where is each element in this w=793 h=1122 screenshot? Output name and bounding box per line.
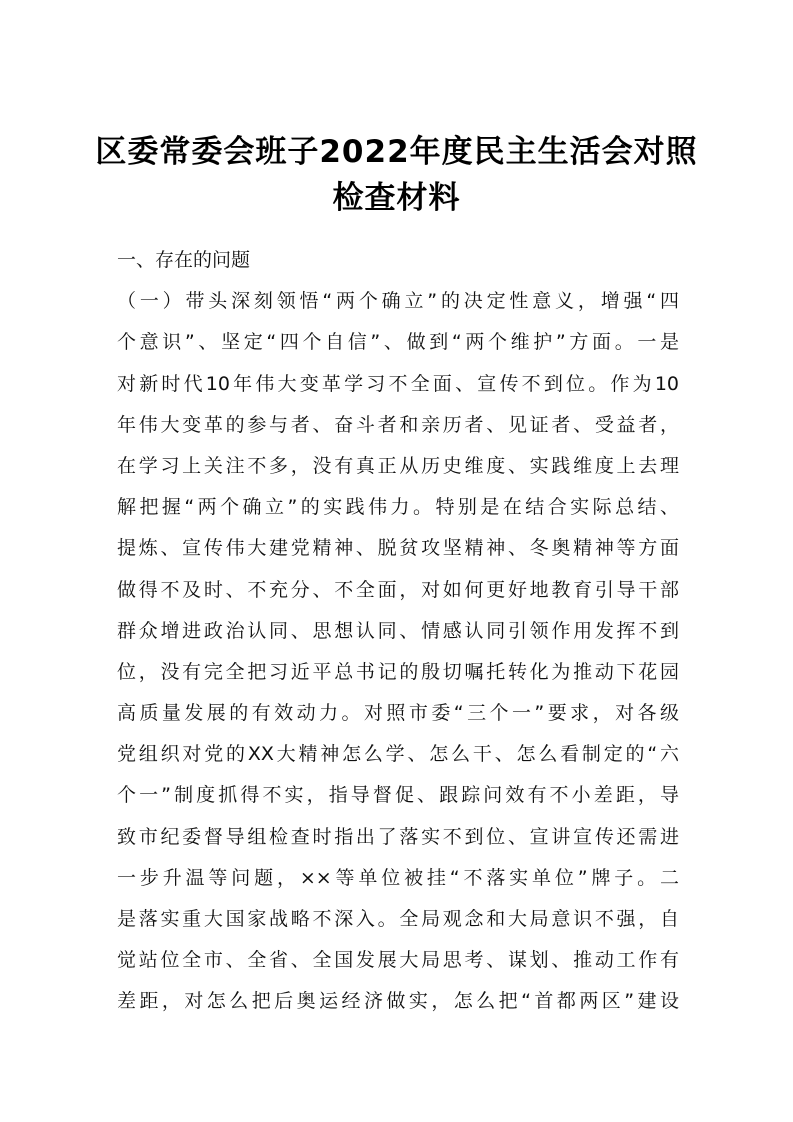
body-line: 群众增进政治认同、思想认同、情感认同引领作用发挥不到 xyxy=(117,619,679,642)
document-body xyxy=(117,240,679,1023)
document-title-line-1: 区委常委会班子2022年度民主生活会对照 xyxy=(95,134,698,170)
body-line: 个意识”、坚定“四个自信”、做到“两个维护”方面。一是 xyxy=(117,331,679,354)
section-heading: 一、存在的问题 xyxy=(117,249,251,271)
body-line: 觉站位全市、全省、全国发展大局思考、谋划、推动工作有 xyxy=(117,949,679,972)
body-line: 是落实重大国家战略不深入。全局观念和大局意识不强，自 xyxy=(117,908,679,930)
body-line: 党组织对党的XX大精神怎么学、怎么干、怎么看制定的“六 xyxy=(117,743,679,766)
body-line: 在学习上关注不多，没有真正从历史维度、实践维度上去理 xyxy=(117,454,679,477)
body-line: 位，没有完全把习近平总书记的殷切嘱托转化为推动下花园 xyxy=(117,660,679,683)
body-line: 个一”制度抓得不实，指导督促、跟踪问效有不小差距，导 xyxy=(117,784,679,807)
body-line: 高质量发展的有效动力。对照市委“三个一”要求，对各级 xyxy=(117,702,679,725)
body-line: 对新时代10年伟大变革学习不全面、宣传不到位。作为10 xyxy=(117,372,679,395)
body-line: （一）带头深刻领悟“两个确立”的决定性意义，增强“四 xyxy=(117,290,679,313)
body-line: 致市纪委督导组检查时指出了落实不到位、宣讲宣传还需进 xyxy=(117,825,679,848)
body-line: 提炼、宣传伟大建党精神、脱贫攻坚精神、冬奥精神等方面 xyxy=(117,537,679,560)
body-line: 做得不及时、不充分、不全面，对如何更好地教育引导干部 xyxy=(117,578,679,601)
document-title-line-2: 检查材料 xyxy=(332,180,461,216)
body-line: 差距，对怎么把后奥运经济做实，怎么把“首都两区”建设 xyxy=(117,990,679,1013)
body-line: 解把握“两个确立”的实践伟力。特别是在结合实际总结、 xyxy=(117,496,679,519)
body-line: 年伟大变革的参与者、奋斗者和亲历者、见证者、受益者， xyxy=(117,413,679,436)
body-line: 一步升温等问题，××等单位被挂“不落实单位”牌子。二 xyxy=(117,866,679,889)
